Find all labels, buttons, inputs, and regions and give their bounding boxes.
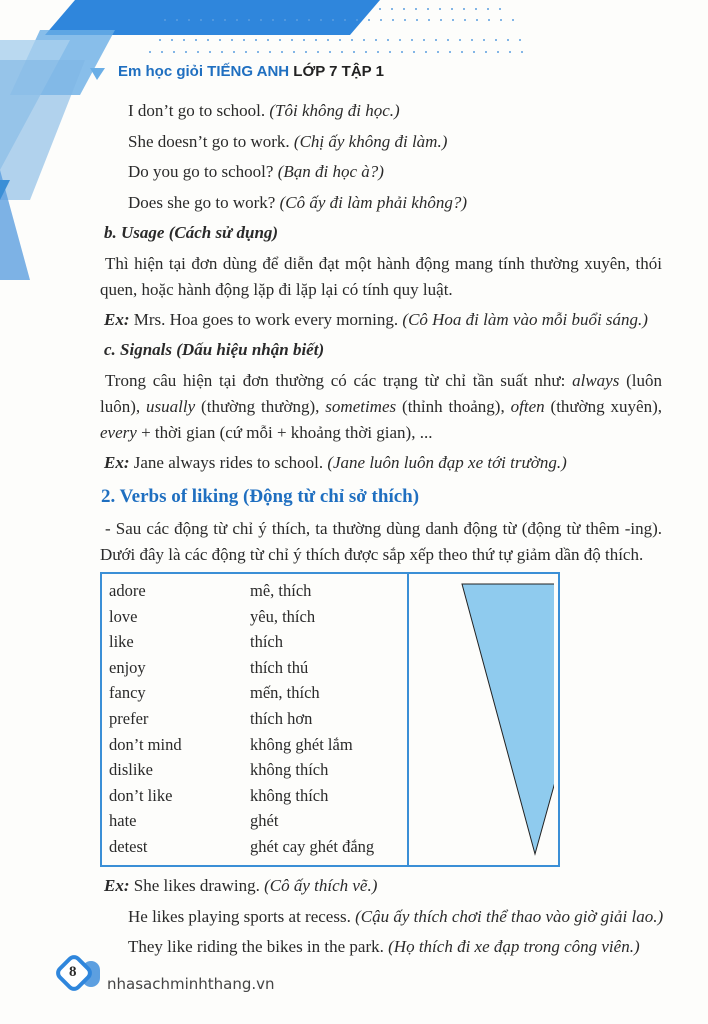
- verb-vietnamese: không ghét lắm: [250, 734, 353, 754]
- decreasing-intensity-triangle: [409, 574, 554, 860]
- signals-heading: c. Signals (Dấu hiệu nhận biết): [104, 340, 325, 359]
- example-sentence: She doesn’t go to work. (Chị ấy không đi làm.): [128, 131, 448, 151]
- example-sentence: Does she go to work? (Cô ấy đi làm phải không?): [128, 192, 468, 212]
- liking-example-sentence: They like riding the bikes in the park. (Họ thích đi xe đạp trong công viên.): [128, 937, 640, 956]
- grade-volume: LỚP 7 TẬP 1: [293, 63, 384, 80]
- usage-heading: b. Usage (Cách sử dụng): [104, 223, 279, 242]
- verb-english: love: [109, 606, 138, 626]
- verb-vietnamese: yêu, thích: [250, 606, 316, 626]
- example-sentence: I don’t go to school. (Tôi không đi học.): [128, 101, 400, 120]
- usage-text: Thì hiện tại đơn dùng để diễn đạt một hành động mang tính thường xuyên, thói quen, hoặc hành động lặp đi lặp lại có tính quy luật.: [100, 254, 662, 299]
- verb-vietnamese: không thích: [250, 785, 329, 805]
- page-number: 8: [69, 964, 77, 980]
- verb-english: dislike: [109, 760, 153, 780]
- verb-vietnamese: không thích: [250, 760, 329, 780]
- verb-english: don’t like: [109, 785, 173, 805]
- verb-english: hate: [109, 811, 137, 831]
- liking-example-sentence: Ex: She likes drawing. (Cô ấy thích vẽ.): [104, 876, 378, 895]
- section-2-heading: 2. Verbs of liking (Động từ chỉ sở thích): [101, 486, 420, 507]
- verb-english: like: [109, 632, 134, 652]
- usage-example: Ex: Mrs. Hoa goes to work every morning. (Cô Hoa đi làm vào mỗi buổi sáng.): [104, 310, 648, 329]
- verb-english: don’t mind: [109, 734, 182, 754]
- series-title: Em học giỏi TIẾNG ANH: [118, 63, 290, 80]
- signals-example: Ex: Jane always rides to school. (Jane luôn luôn đạp xe tới trường.): [104, 453, 567, 472]
- verb-vietnamese: ghét cay ghét đắng: [250, 836, 375, 856]
- example-sentence: Do you go to school? (Bạn đi học à?): [128, 162, 384, 181]
- verb-vietnamese: thích: [250, 632, 283, 652]
- verb-vietnamese: thích hơn: [250, 708, 313, 728]
- verbs-english-column: [101, 573, 243, 866]
- section-2-text: - Sau các động từ chỉ ý thích, ta thường dùng danh động từ (động từ thêm -ing). Dưới đây là các động từ chỉ ý thích được sắp xếp theo thứ tự giảm dần độ thích.: [100, 519, 662, 564]
- verb-english: adore: [109, 581, 146, 600]
- verbs-of-liking-table: [100, 572, 560, 867]
- verb-english: detest: [109, 836, 148, 856]
- verb-vietnamese: mến, thích: [250, 683, 320, 703]
- liking-example-sentence: He likes playing sports at recess. (Cậu ấy thích chơi thể thao vào giờ giải lao.): [128, 906, 664, 926]
- verb-english: prefer: [109, 708, 149, 728]
- verbs-vietnamese-column: [243, 573, 408, 866]
- book-header: [118, 62, 384, 82]
- verb-english: enjoy: [109, 657, 146, 677]
- page-number-badge: [52, 954, 104, 999]
- website[interactable]: nhasachminhthang.vn: [107, 975, 275, 993]
- verb-vietnamese: ghét: [250, 811, 279, 831]
- verb-vietnamese: thích thú: [250, 657, 309, 677]
- verb-english: fancy: [109, 683, 146, 703]
- signals-text: Trong câu hiện tại đơn thường có các trạng từ chỉ tần suất như: always (luôn luôn), usually (thường thường), sometimes (thỉnh thoảng), often (thường xuyên), every + thời gian (cứ mỗi + khoảng thời gian), ...: [100, 371, 662, 442]
- verb-vietnamese: mê, thích: [250, 581, 312, 600]
- intensity-triangle-cell: [408, 573, 559, 866]
